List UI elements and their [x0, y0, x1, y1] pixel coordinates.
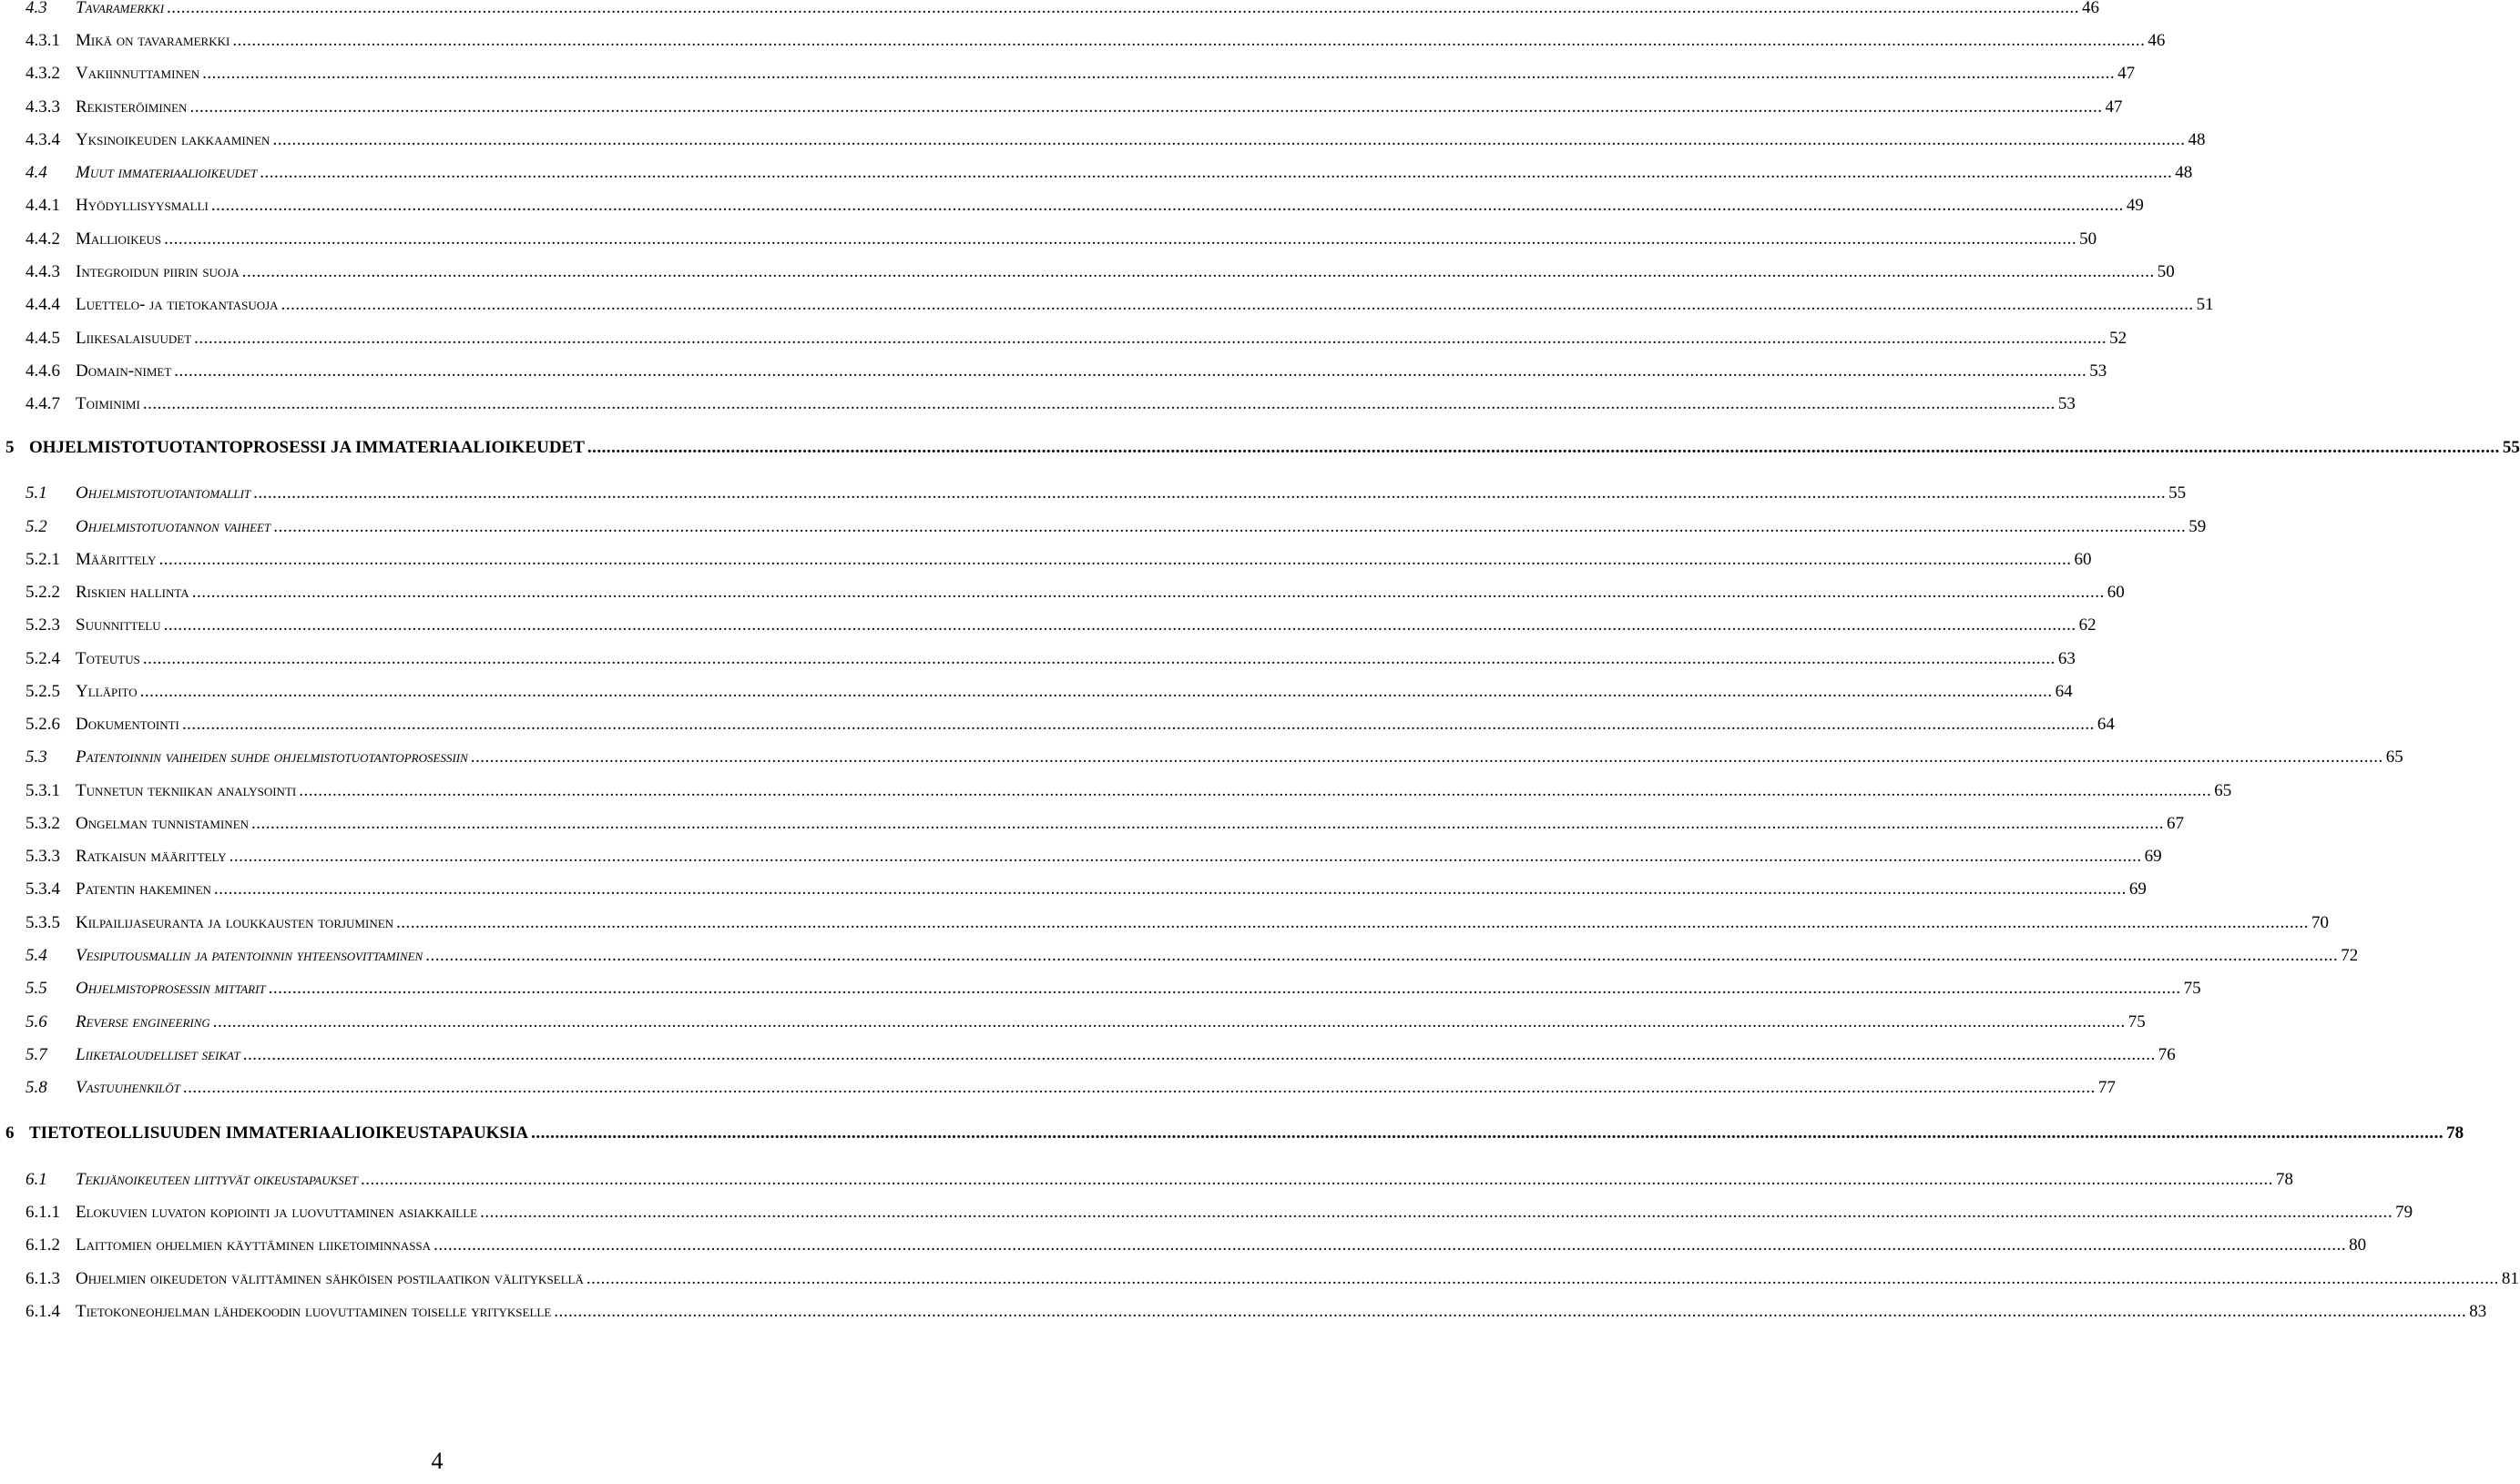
- toc-entry-page: 64: [2055, 682, 2073, 701]
- toc-entry-page: 50: [2079, 229, 2097, 249]
- toc-entry-title: Ohjelmistoprosessin mittarit: [76, 979, 266, 998]
- toc-entry-page: 53: [2089, 361, 2107, 381]
- toc-entry[interactable]: [26, 975, 2201, 1002]
- toc-entry[interactable]: [26, 843, 2162, 870]
- toc-entry[interactable]: [26, 1009, 2146, 1036]
- toc-entry-number: 5.4: [26, 946, 47, 965]
- toc-entry-page: 46: [2082, 0, 2100, 17]
- dot-leader: ................................................................................................................................................................................................................................................................................................................................................................................................................: [480, 1203, 2393, 1222]
- toc-entry-title: Ohjelmistotuotannon vaiheet: [76, 517, 271, 536]
- toc-entry-page: 70: [2311, 913, 2330, 932]
- toc-entry-title: Tekijänoikeuteen liittyvät oikeustapaukset: [76, 1170, 358, 1189]
- toc-entry-page: 65: [2385, 747, 2403, 767]
- toc-entry[interactable]: [26, 513, 2207, 541]
- dot-leader: ................................................................................................................................................................................................................................................................................................................................................................................................................: [281, 295, 2194, 314]
- toc-entry-number: 4.3.3: [26, 97, 60, 117]
- toc-entry-page: 55: [2168, 483, 2187, 503]
- dot-leader: ................................................................................................................................................................................................................................................................................................................................................................................................................: [210, 196, 2124, 215]
- toc-entry-title: Toiminimi: [76, 394, 140, 413]
- toc-entry-title: Patentin hakeminen: [76, 879, 211, 899]
- toc-entry-page: 60: [2107, 583, 2125, 602]
- toc-entry-page: 77: [2097, 1078, 2116, 1097]
- toc-entry-page: 62: [2078, 615, 2097, 635]
- toc-entry-title: Ohjelmien oikeudeton välittäminen sähköisen postilaatikon välityksellä: [76, 1269, 584, 1288]
- toc-entry-number: 4.3.4: [26, 130, 60, 149]
- toc-entry-number: 5.2: [26, 517, 47, 536]
- toc-entry-page: 52: [2109, 329, 2127, 348]
- dot-leader: ................................................................................................................................................................................................................................................................................................................................................................................................................: [425, 946, 2339, 965]
- toc-entry-title: Suunnittelu: [76, 615, 161, 635]
- toc-entry[interactable]: [26, 60, 2136, 87]
- toc-entry[interactable]: [26, 711, 2115, 738]
- toc-entry-number: 4.4.7: [26, 394, 60, 413]
- dot-leader: ................................................................................................................................................................................................................................................................................................................................................................................................................: [587, 438, 2500, 457]
- toc-entry-number: 5.2.3: [26, 615, 60, 635]
- toc-entry[interactable]: [5, 434, 2520, 462]
- page-number: 4: [431, 1448, 444, 1474]
- toc-entry[interactable]: [26, 192, 2144, 219]
- toc-entry[interactable]: [26, 27, 2166, 55]
- dot-leader: ................................................................................................................................................................................................................................................................................................................................................................................................................: [212, 1012, 2126, 1032]
- toc-entry-title: Mallioikeus: [76, 229, 162, 249]
- dot-leader: ................................................................................................................................................................................................................................................................................................................................................................................................................: [158, 550, 2072, 569]
- toc-entry-page: 59: [2188, 517, 2207, 536]
- toc-entry-number: 4.4.4: [26, 295, 60, 314]
- toc-entry[interactable]: [26, 910, 2330, 937]
- dot-leader: ................................................................................................................................................................................................................................................................................................................................................................................................................: [586, 1269, 2499, 1288]
- toc-entry-number: 4.3.1: [26, 31, 60, 50]
- toc-entry[interactable]: [26, 1265, 2519, 1293]
- toc-entry-number: 5.1: [26, 483, 47, 503]
- toc-entry-number: 5.3: [26, 747, 47, 767]
- toc-entry[interactable]: [26, 1298, 2487, 1326]
- toc-entry[interactable]: [26, 579, 2125, 606]
- toc-entry-title: TIETOTEOLLISUUDEN IMMATERIAALIOIKEUSTAPAUKSIA: [29, 1123, 529, 1143]
- toc-entry-page: 79: [2395, 1203, 2413, 1222]
- toc-entry-number: 4.4.2: [26, 229, 60, 249]
- dot-leader: ................................................................................................................................................................................................................................................................................................................................................................................................................: [194, 329, 2107, 348]
- toc-entry-title: Luettelo- ja tietokantasuoja: [76, 295, 279, 314]
- dot-leader: ................................................................................................................................................................................................................................................................................................................................................................................................................: [191, 583, 2105, 602]
- toc-entry[interactable]: [26, 94, 2123, 121]
- toc-entry-title: Yksinoikeuden lakkaaminen: [76, 130, 270, 149]
- toc-entry-title: Riskien hallinta: [76, 583, 189, 602]
- toc-entry-title: Laittomien ohjelmien käyttäminen liiketoiminnassa: [76, 1235, 432, 1255]
- toc-entry-number: 4.4.6: [26, 361, 60, 381]
- toc-entry-number: 5.3.2: [26, 814, 60, 833]
- toc-entry[interactable]: [26, 546, 2092, 574]
- toc-entry-number: 6.1.2: [26, 1235, 60, 1255]
- dot-leader: ................................................................................................................................................................................................................................................................................................................................................................................................................: [470, 747, 2383, 767]
- toc-entry-title: Ongelman tunnistaminen: [76, 814, 250, 833]
- dot-leader: ................................................................................................................................................................................................................................................................................................................................................................................................................: [260, 163, 2173, 182]
- toc-entry-title: Liiketaloudelliset seikat: [76, 1045, 240, 1064]
- toc-entry[interactable]: [26, 325, 2127, 352]
- toc-entry-page: 55: [2502, 438, 2520, 457]
- toc-entry-page: 48: [2175, 163, 2193, 182]
- dot-leader: ................................................................................................................................................................................................................................................................................................................................................................................................................: [142, 394, 2056, 413]
- toc-entry[interactable]: [26, 1232, 2367, 1259]
- dot-leader: ................................................................................................................................................................................................................................................................................................................................................................................................................: [164, 229, 2077, 249]
- toc-entry[interactable]: [26, 1042, 2176, 1069]
- toc-entry[interactable]: [26, 645, 2076, 673]
- toc-entry-title: Tietokoneohjelman lähdekoodin luovuttaminen toiselle yritykselle: [76, 1302, 552, 1321]
- toc-entry-title: Vesiputousmallin ja patentoinnin yhteensovittaminen: [76, 946, 423, 965]
- toc-entry-title: Rekisteröiminen: [76, 97, 188, 117]
- toc-entry-number: 5.8: [26, 1078, 47, 1097]
- dot-leader: ................................................................................................................................................................................................................................................................................................................................................................................................................: [142, 649, 2056, 668]
- toc-entry-number: 5.7: [26, 1045, 47, 1064]
- toc-entry[interactable]: [26, 744, 2403, 771]
- toc-entry[interactable]: [26, 0, 2100, 22]
- dot-leader: ................................................................................................................................................................................................................................................................................................................................................................................................................: [189, 97, 2103, 117]
- toc-entry-title: Ratkaisun määrittely: [76, 847, 227, 866]
- toc-entry[interactable]: [26, 876, 2147, 903]
- dot-leader: ................................................................................................................................................................................................................................................................................................................................................................................................................: [360, 1170, 2273, 1189]
- dot-leader: ................................................................................................................................................................................................................................................................................................................................................................................................................: [396, 913, 2310, 932]
- toc-entry-title: Ohjelmistotuotantomallit: [76, 483, 251, 503]
- dot-leader: ................................................................................................................................................................................................................................................................................................................................................................................................................: [299, 781, 2212, 800]
- toc-entry-title: Vastuuhenkilöt: [76, 1078, 180, 1097]
- toc-entry-page: 76: [2158, 1045, 2176, 1064]
- toc-entry-number: 6.1.1: [26, 1203, 60, 1222]
- dot-leader: ................................................................................................................................................................................................................................................................................................................................................................................................................: [163, 615, 2076, 635]
- toc-entry-title: Elokuvien luvaton kopiointi ja luovuttaminen asiakkaille: [76, 1203, 478, 1222]
- dot-leader: ................................................................................................................................................................................................................................................................................................................................................................................................................: [139, 682, 2053, 701]
- toc-entry-number: 4.3.2: [26, 64, 60, 83]
- toc-entry-page: 47: [2105, 97, 2123, 117]
- toc-entry-title: Domain-nimet: [76, 361, 172, 381]
- toc-entry-number: 4.4: [26, 163, 47, 182]
- toc-entry[interactable]: [26, 391, 2076, 418]
- toc-entry[interactable]: [26, 612, 2097, 639]
- dot-leader: ................................................................................................................................................................................................................................................................................................................................................................................................................: [167, 0, 2080, 17]
- dot-leader: ................................................................................................................................................................................................................................................................................................................................................................................................................: [202, 64, 2116, 83]
- toc-entry-page: 69: [2128, 879, 2147, 899]
- dot-leader: ................................................................................................................................................................................................................................................................................................................................................................................................................: [272, 130, 2186, 149]
- toc-entry-page: 83: [2469, 1302, 2487, 1321]
- toc-entry[interactable]: [26, 480, 2187, 507]
- dot-leader: ................................................................................................................................................................................................................................................................................................................................................................................................................: [182, 1078, 2096, 1097]
- toc-entry-number: 5.3.5: [26, 913, 60, 932]
- toc-entry-title: Ylläpito: [76, 682, 138, 701]
- toc-entry[interactable]: [26, 1074, 2116, 1102]
- toc-entry-title: Reverse engineering: [76, 1012, 210, 1032]
- toc-entry-number: 5.3.3: [26, 847, 60, 866]
- toc-entry-page: 53: [2057, 394, 2076, 413]
- toc-entry-page: 75: [2183, 979, 2201, 998]
- toc-entry[interactable]: [26, 159, 2193, 187]
- toc-entry-page: 46: [2148, 31, 2166, 50]
- toc-entry-number: 4.4.5: [26, 329, 60, 348]
- toc-entry-number: 5.2.1: [26, 550, 60, 569]
- toc-entry-title: Muut immateriaalioikeudet: [76, 163, 258, 182]
- toc-entry-page: 47: [2117, 64, 2136, 83]
- toc-entry-number: 4.4.3: [26, 262, 60, 281]
- toc-entry[interactable]: [26, 1166, 2293, 1194]
- toc-entry-number: 5.6: [26, 1012, 47, 1032]
- dot-leader: ................................................................................................................................................................................................................................................................................................................................................................................................................: [181, 715, 2095, 734]
- toc-entry-number: 5.2.4: [26, 649, 60, 668]
- toc-entry-title: Hyödyllisyysmalli: [76, 196, 209, 215]
- toc-entry-title: Tunnetun tekniikan analysointi: [76, 781, 297, 800]
- dot-leader: ................................................................................................................................................................................................................................................................................................................................................................................................................: [253, 483, 2167, 503]
- toc-entry[interactable]: [26, 291, 2214, 319]
- toc-entry[interactable]: [26, 259, 2175, 286]
- toc-entry[interactable]: [5, 1120, 2464, 1147]
- toc-entry[interactable]: [26, 358, 2107, 385]
- toc-entry-page: 81: [2501, 1269, 2519, 1288]
- toc-entry[interactable]: [26, 226, 2097, 253]
- toc-entry-page: 50: [2157, 262, 2175, 281]
- toc-entry-page: 63: [2057, 649, 2076, 668]
- toc-entry[interactable]: [26, 942, 2359, 970]
- toc-entry-title: Mikä on tavaramerkki: [76, 31, 230, 50]
- dot-leader: ................................................................................................................................................................................................................................................................................................................................................................................................................: [554, 1302, 2467, 1321]
- toc-entry-page: 69: [2144, 847, 2162, 866]
- toc-entry-number: 5.2.6: [26, 715, 60, 734]
- dot-leader: ................................................................................................................................................................................................................................................................................................................................................................................................................: [213, 879, 2127, 899]
- dot-leader: ................................................................................................................................................................................................................................................................................................................................................................................................................: [531, 1123, 2444, 1143]
- toc-entry-number: 5.5: [26, 979, 47, 998]
- toc-entry-page: 49: [2126, 196, 2144, 215]
- toc-entry-page: 67: [2167, 814, 2185, 833]
- toc-entry-number: 4.4.1: [26, 196, 60, 215]
- toc-entry-title: Integroidun piirin suoja: [76, 262, 240, 281]
- toc-entry-page: 60: [2074, 550, 2092, 569]
- toc-entry[interactable]: [26, 127, 2206, 154]
- dot-leader: ................................................................................................................................................................................................................................................................................................................................................................................................................: [232, 31, 2146, 50]
- toc-entry-page: 75: [2127, 1012, 2146, 1032]
- dot-leader: ................................................................................................................................................................................................................................................................................................................................................................................................................: [241, 262, 2155, 281]
- toc-entry-number: 5.2.5: [26, 682, 60, 701]
- dot-leader: ................................................................................................................................................................................................................................................................................................................................................................................................................: [434, 1235, 2347, 1255]
- dot-leader: ................................................................................................................................................................................................................................................................................................................................................................................................................: [242, 1045, 2156, 1064]
- toc-entry-page: 72: [2341, 946, 2359, 965]
- toc-entry-number: 5: [5, 438, 15, 457]
- toc-entry-page: 80: [2349, 1235, 2367, 1255]
- toc-entry-title: Dokumentointi: [76, 715, 179, 734]
- toc-entry-title: Patentoinnin vaiheiden suhde ohjelmistotuotantoprosessiin: [76, 747, 468, 767]
- toc-entry-title: Kilpailijaseuranta ja loukkausten torjuminen: [76, 913, 394, 932]
- toc-entry-title: Vakiinnuttaminen: [76, 64, 200, 83]
- toc-entry-page: 78: [2446, 1123, 2464, 1143]
- toc-entry-number: 5.3.4: [26, 879, 60, 899]
- toc-entry-number: 6.1.3: [26, 1269, 60, 1288]
- toc-entry-number: 4.3: [26, 0, 47, 17]
- dot-leader: ................................................................................................................................................................................................................................................................................................................................................................................................................: [174, 361, 2087, 381]
- toc-entry-page: 48: [2188, 130, 2206, 149]
- toc-entry-title: Toteutus: [76, 649, 140, 668]
- toc-entry-title: Määrittely: [76, 550, 157, 569]
- toc-entry-title: OHJELMISTOTUOTANTOPROSESSI JA IMMATERIAALIOIKEUDET: [29, 438, 585, 457]
- dot-leader: ................................................................................................................................................................................................................................................................................................................................................................................................................: [273, 517, 2187, 536]
- toc-entry-page: 65: [2214, 781, 2232, 800]
- dot-leader: ................................................................................................................................................................................................................................................................................................................................................................................................................: [229, 847, 2142, 866]
- toc-entry[interactable]: [26, 1199, 2413, 1226]
- toc-entry-number: 6.1.4: [26, 1302, 60, 1321]
- toc-entry-page: 78: [2275, 1170, 2293, 1189]
- toc-entry-number: 5.3.1: [26, 781, 60, 800]
- toc-entry-page: 64: [2097, 715, 2115, 734]
- toc-entry-page: 51: [2196, 295, 2214, 314]
- dot-leader: ................................................................................................................................................................................................................................................................................................................................................................................................................: [251, 814, 2165, 833]
- toc-entry[interactable]: [26, 678, 2073, 706]
- toc-entry-title: Liikesalaisuudet: [76, 329, 192, 348]
- toc-entry[interactable]: [26, 810, 2185, 838]
- toc-entry-number: 6: [5, 1123, 15, 1143]
- toc-entry-title: Tavaramerkki: [76, 0, 165, 17]
- toc-entry[interactable]: [26, 778, 2232, 805]
- toc-entry-number: 6.1: [26, 1170, 47, 1189]
- toc-entry-number: 5.2.2: [26, 583, 60, 602]
- dot-leader: ................................................................................................................................................................................................................................................................................................................................................................................................................: [268, 979, 2181, 998]
